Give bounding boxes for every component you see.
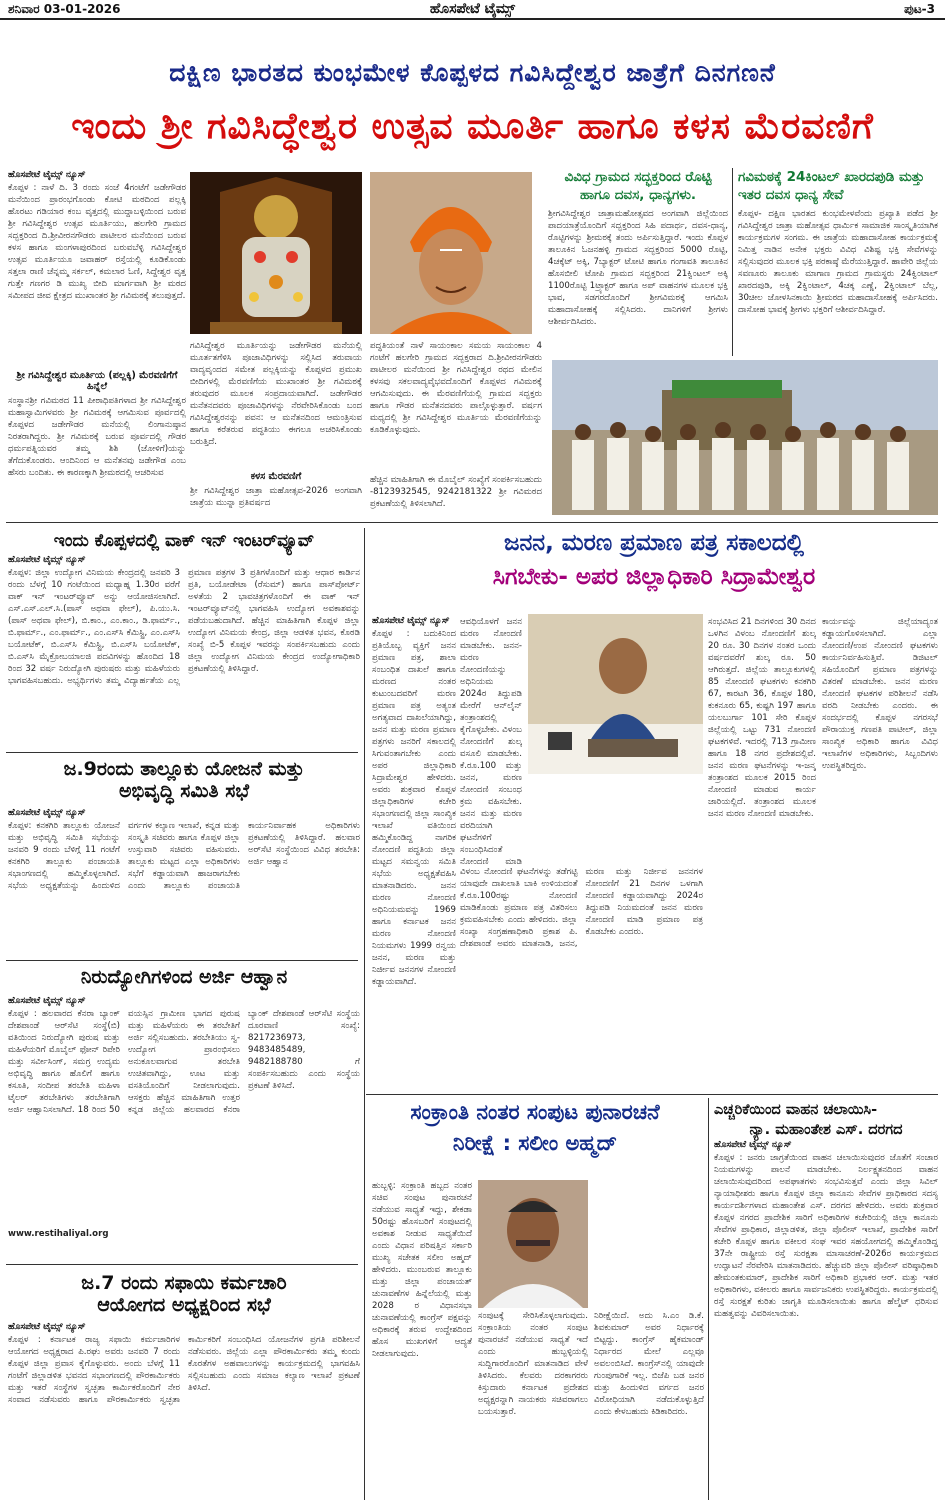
lead-col1-text: ಕೊಪ್ಪಳ : ನಾಳೆ ದಿ. 3 ರಂದು ಸಂಜೆ 4ಗಂಟೆಗೆ ಜಡೇಗೌಡರ ಮನೆಯಿಂದ ಪ್ರಾರಂಭಗೊಂಡು ಕೋಟಿ ಮಠದಿಂದ ಪಲ್ಲಕ್ಕಿ ಹೊರಟು ಗಡಿಯಾರ ಕಂಬ ವೃತ್ತದಲ್ಲಿ ಮುದ್ದಾಬಳ್ಳಿಯಿಂದ ಬರುವ ಶ್ರೀ ಗವಿಸಿದ್ದೇಶ್ವರ ಉತ್ಸವ ಮೂರ್ತಿಯು, ಹಲಗೇರಿ ಗ್ರಾಮದ ಸದ್ಭಕ್ತರಿಂದ ದಿ.ಶ್ರೀವೀರನಗೌಡರು ಪಾಟೀಲರ ಮನೆಯಿಂದ ಬರುವ ಕಳಸ ಹಾಗೂ ಮಂಗಳಾಪುರದಿಂದ ಬರುವಬೆಳ್ಳಿ ಗವಿಸಿದ್ದೇಶ್ವರ ಉತ್ಸವ ಮೂರ್ತಿಯೂ ಜವಾಹರ್ ರಸ್ತೆಯಲ್ಲಿ ಕೂಡಿಕೊಂಡು ಸತ್ತಲಾ ರಾಣಿ ಚೆನ್ನಮ್ಮ ಸರ್ಕಲ್, ಕಮಲಾರ ಓಣಿ, ಸಿದ್ದೇಶ್ವರ ವೃತ್ತ ಗುತ್ತೇ ಗಣಗರ ಡಿ ಮುಖ್ಯ ಬೀದಿ ಮಾರ್ಗವಾಗಿ ಶ್ರೀ ಮಠದ ಸಮೀಪದ ಜೀವ ಕ್ಷೇತ್ರದ ಮುಖಾಂತರ ಶ್ರೀ ಗವಿಮಠಕ್ಕೆ ತಲುಪುತ್ತದೆ. xyxy=(8,183,186,301)
unemployed-text: ಕೊಪ್ಪಳ : ಹಲವಾರದ ಕೆನರಾ ಬ್ಯಾಂಕ್ ದೇಶಪಾಂಡೆ ಆರ್‌ಸೆಟಿ ಸಂಸ್ಥೆ(ಬಿ) ವತಿಯಿಂದ ನಿರುದ್ಯೋಗಿ ಪುರುಷ ಮತ್ತು ಮಹಿಳೆಯರಿಗೆ ಮೊಬೈಲ್ ಫೋನ್ ರಿಪೇರಿ ಮತ್ತು ಸರ್ವೀಸಿಂಗ್, ಸಮಗ್ರ ಉದ್ಯಮ ಅಭಿವೃದ್ಧಿ ಹಾಗೂ ಹೊಲಿಗೆ ಹಾಗೂ ಕಸೂತಿ, ಸಂದೀಪ ತರಬೇತಿ ಮಹಿಳಾ ಟೈಲರ್ ತರಬೇತಿಗಳು ತರಬೇತಿಗಾಗಿ ಅರ್ಜಿ ಆಹ್ವಾನಿಸಲಾಗಿದೆ. 18 ರಿಂದ 50 ವಯಸ್ಸಿನ ಗ್ರಾಮೀಣ ಭಾಗದ ಪುರುಷ ಮತ್ತು ಮಹಿಳೆಯರು ಈ ತರಬೇತಿಗೆ ಅರ್ಜಿ ಸಲ್ಲಿಸಬಹುದು. ತರಬೇತಿಯು ಸ್ವ-ಉದ್ಯೋಗ ಪ್ರಾರಂಭಿಸಲು ಅನುಕೂಲವಾಗುವ ತರಬೇತಿ ಉಚಿತವಾಗಿದ್ದು, ಊಟ ಮತ್ತು ವಸತಿಯೊಂದಿಗೆ ನೀಡಲಾಗುವುದು. ಆಸಕ್ತರು ಹೆಚ್ಚಿನ ಮಾಹಿತಿಗಾಗಿ ಉತ್ತರ ಕನ್ನಡ ಜಿಲ್ಲೆಯ ಹಲವಾರದ ಕೆನರಾ ಬ್ಯಾಂಕ್ ದೇಶಪಾಂಡೆ ಆರ್‌ಸೆಟಿ ಸಂಸ್ಥೆಯ ದೂರವಾಣಿ ಸಂಖ್ಯೆ: 8217236973, 9483485489, 9482188780 ಗೆ ಸಂಪರ್ಕಿಸಬಹುದು ಎಂದು ಸಂಸ್ಥೆಯ ಪ್ರಕಟಣೆ ತಿಳಿಸಿದೆ. xyxy=(8,1009,360,1115)
lead-column-3 xyxy=(370,340,542,515)
unemployed-headline: ನಿರುದ್ಯೋಗಿಗಳಿಂದ ಅರ್ಜಿ ಆಹ್ವಾನ xyxy=(80,966,288,988)
vehicle-headline-2: ನ್ಯಾ. ಮಹಾಂತೇಶ ಎಸ್. ದರಗದ xyxy=(749,1122,903,1138)
lead-col2-subhead: ಕಳಸ ಮೆರವಣಿಗೆ xyxy=(250,471,302,482)
sankranti-col3-text: ನಿರೀಕ್ಷೆಯಿದೆ. ಅದು ಸಿ.ಎಂ ಡಿ.ಕೆ. ಶಿವಕುಮಾರ್ ಅವರ ನಿರ್ಧಾರಕ್ಕೆ ಬಿಟ್ಟದ್ದು. ಕಾಂಗ್ರೆಸ್ ಹೈಕಮಾಂಡ್ ನಿರ್ಧಾರದ ಮೇಲೆ ಎಲ್ಲವೂ ಅವಲಂಬಿಸಿದೆ. ಕಾಂಗ್ರೆಸ್‌ನಲ್ಲಿ ಯಾವುದೇ ಗುಂಪುಗಾರಿಕೆ ಇಲ್ಲ. ಬಿಜೆಪಿ ಬಡ ಜನರ ಮತ್ತು ಹಿಂದುಳಿದ ವರ್ಗದ ಜನರ ವಿರೋಧಿಯಾಗಿ ನಡೆದುಕೊಳ್ಳುತ್ತಿದೆ ಎಂದು ಕೇಳಬಹುದು ಕಿಡಿಕಾರಿದರು. xyxy=(594,1311,704,1417)
birth-headline-1: ಜನನ, ಮರಣ ಪ್ರಮಾಣ ಪತ್ರ ಸಕಾಲದಲ್ಲಿ xyxy=(504,530,804,556)
unemployed-story xyxy=(8,966,360,1261)
donation-text: ಶ್ರೀಗವಿಸಿದ್ದೇಶ್ವರ ಜಾತ್ರಾಮಹೋತ್ಸವದ ಅಂಗವಾಗಿ ಜಿಲ್ಲೆಯಿಂದ ಪಾದಯಾತ್ರೆಯೊಂದಿಗೆ ಸದ್ಭಕ್ತರಿಂದ ಸಿಹಿ ಪದಾರ್ಥ, ದವಸ-ಧಾನ್ಯ, ರೊಟ್ಟಿಗಳನ್ನು ಶ್ರೀಮಠಕ್ಕೆ ತಂದು ಅರ್ಪಿಸುತ್ತಿದ್ದಾರೆ. ಇಂದು ಕೊಪ್ಪಳ ತಾಲೂಕಿನ ಓಜನಹಳ್ಳಿ ಗ್ರಾಮದ ಸದ್ಭಕ್ತರಿಂದ 5000 ರೊಟ್ಟಿ, 4ಚಕ್ಕೆಟ್ ಅಕ್ಕಿ, 7ಬ್ಯಾಕ್ಟರ್ ಟೋಟಿ ಹಾಗೂ ಗಂಗಾವತಿ ತಾಲೂಕಿನ ಹೊಸಬೀಲಿ ಟೋಪಿ ಗ್ರಾಮದ ಸದ್ಭಕ್ತರಿಂದ 21ಕ್ವಿಂಟಲ್ ಅಕ್ಕಿ 1100ರೊಟ್ಟಿ 1ಟ್ರ್ಯಾಕ್ಟರ್ ಹಾಗೂ ಅಪ್ ವಾಹನಗಳ ಮೂಲಕ ಭಕ್ತಿ ಭಾವ, ಸಡಗರದೊಂದಿಗೆ ಶ್ರೀಗವಿಮಠಕ್ಕೆ ಆಗಮಿಸಿ ಮಹಾದಾಸೋಹಕ್ಕೆ ಸಲ್ಲಿಸಿದರು. ದಾನಿಗಳಿಗೆ ಶ್ರೀಗಳು ಆಶೀರ್ವದಿಸಿದರು. xyxy=(548,209,728,327)
donation-headline: ವಿವಿಧ ಗ್ರಾಮದ ಸದ್ಭಕ್ತರಿಂದ ರೊಟ್ಟಿ ಹಾಗೂ ದವಸ, ಧಾನ್ಯಗಳು. xyxy=(564,169,712,203)
birth-headline-2: ಸಿಗಬೇಕು- ಅಪರ ಜಿಲ್ಲಾಧಿಕಾರಿ ಸಿದ್ರಾಮೇಶ್ವರ xyxy=(492,564,816,590)
lead-col1b-text: ಸಂಸ್ಥಾನಶ್ರೀ ಗವಿಮಠದ 11 ಪೀಠಾಧಿಪತಿಗಳಾದ ಶ್ರೀ ಗವಿಸಿದ್ದೇಶ್ವರ ಮಹಾಸ್ವಾಮಿಗಳವರು ಶ್ರೀ ಗವಿಮಠಕ್ಕೆ ಆಗಮಿಸುವ ಪೂರ್ವದಲ್ಲಿ ಕೊಪ್ಪಳದ ಜಡೇಗೌಡರ ಮನೆಯಲ್ಲಿ ಲಿಂಗಾನುಷ್ಠಾನ ನಿರತರಾಗಿದ್ದರು. ಶ್ರೀ ಗವಿಮಠಕ್ಕೆ ಬರುವ ಪೂರ್ವದಲ್ಲಿ ಗೌಡರ ಧರ್ಮಪತ್ನಿಯವರ ತಮ್ಮ ಶಿಶಿ (ಜೋಳಿಗೆ)ಯನ್ನು ತೆಗೆದುಕೊಂಡರು. ಆಂದಿನಿಂದ ಆ ಮನೆತನವು ಜಡೇಗೌಡ ಎಂಬ ಹೆಸರು ಬಂದಿತು. ಈ ಕಾರಣಕ್ಕಾಗಿ ಶ್ರೀಮಠದಲ್ಲಿ ಆಚರಿಸುವ xyxy=(8,396,186,478)
devotees-group-photo xyxy=(552,360,938,515)
safai-headline-1: ಜ.7 ರಂದು ಸಫಾಯಿ ಕರ್ಮಚಾರಿ xyxy=(81,1272,287,1294)
lead-kicker: ದಕ್ಷಿಣ ಭಾರತದ ಕುಂಭಮೇಳ ಕೊಪ್ಪಳದ ಗವಿಸಿದ್ದೇಶ್ವರ ಜಾತ್ರೆಗೆ ದಿನಗಣನೆ xyxy=(169,58,776,87)
donation-story xyxy=(548,168,728,358)
lead-col1-subhead: ಶ್ರೀ ಗವಿಸಿದ್ದೇಶ್ವರ ಮೂರ್ತಿಯ (ಪಲ್ಲಕ್ಕಿ) ಮೆರವಣಿಗೆಗೆ ಹಿನ್ನೆಲೆ xyxy=(16,370,178,392)
swamiji-photo xyxy=(370,172,532,334)
birth-column-1 xyxy=(372,616,456,1086)
birth-column-4 xyxy=(708,616,816,1088)
adc-photo xyxy=(528,614,703,774)
vehicle-story xyxy=(714,1100,938,1500)
safai-headline-2: ಆಯೋಗದ ಅಧ್ಯಕ್ಷರಿಂದ ಸಭೆ xyxy=(97,1294,271,1316)
walkin-headline: ಇಂದು ಕೊಪ್ಪಳದಲ್ಲಿ ವಾಕ್ ಇನ್ ಇಂಟರ್‌ವ್ಯೂವ್ xyxy=(53,531,315,551)
lead-col2-text: ಗವಿಸಿದ್ದೇಶ್ವರ ಮೂರ್ತಿಯನ್ನು ಜಡೇಗೌಡರ ಮನೆಯಲ್ಲಿ ಮೂರ್ತತಗೆಳಿಸಿ ಪೂಜಾವಿಧಿಗಳನ್ನು ಸಲ್ಲಿಸಿದ ತರುವಾಯ ವಾದ್ಯವೃಂದದ ಸಮೇತ ಪಲ್ಲಕ್ಕಿಯನ್ನು ಕೊಪ್ಪಳದ ಪ್ರಮುಖ ಬೀದಿಗಳಲ್ಲಿ ಮೆರವಣಿಗೆಯ ಮುಖಾಂತರ ಶ್ರೀ ಗವಿಮಠಕ್ಕೆ ತರುವುದರ ಮೂಲಕ ಸಂಪ್ರದಾಯವಾಗಿದೆ. ಜಡೇಗೌಡರ ಮನೆತನದವರು ಪೂಜಾವಿಧಿಗಳನ್ನು ನೆರವೇರಿಸಿಕೊಂಡು ಬಂದ ಗವಿಸಿದ್ದೇಶ್ವರನನ್ನು ಪವನ: ಆ ಮನೆತನದಿಂದ ಆಮಂತ್ರಿಸುವ ಹಾಗೂ ಕರೆತರುವ ಪದ್ಧತಿಯು ಈಗಲೂ ಅಚರಿಸಿಕೊಂಡು ಬರುತ್ತಿದೆ. xyxy=(190,341,362,447)
walkin-text: ಕೊಪ್ಪಳ: ಜಿಲ್ಲಾ ಉದ್ಯೋಗ ವಿನಿಮಯ ಕೇಂದ್ರದಲ್ಲಿ ಜನವರಿ 3 ರಂದು ಬೆಳಗ್ಗೆ 10 ಗಂಟೆಯಿಂದ ಮಧ್ಯಾಹ್ನ 1.30ರ ವರೆಗೆ ವಾಕ್ ಇನ್ ಇಂಟರ್‌ವ್ಯೂವ್ ಅನ್ನು ಆಯೋಜಿಸಲಾಗಿದೆ. ಎಸ್.ಎಸ್.ಎಲ್.ಸಿ.(ಪಾಸ್ ಅಥವಾ ಫೇಲ್), ಪಿ.ಯು.ಸಿ.(ಪಾಸ್ ಅಥವಾ ಫೇಲ್), ಬಿ.ಕಾಂ., ಎಂ.ಕಾಂ., ಡಿ.ಫಾರ್ಮ್., ಬಿ.ಫಾರ್ಮ್., ಎಂ.ಫಾರ್ಮ್., ಎಂ.ಎಸ್‌ಸಿ ಕೆಮಿಸ್ಟ್ರಿ, ಎಂ.ಎಸ್‌ಸಿ ಬಯೋಟೆಕ್, ಬಿ.ಎಸ್‌ಸಿ ಕೆಮಿಸ್ಟ್ರಿ, ಬಿ.ಎಸ್‌ಸಿ ಬಯೋಟೆಕ್, ಬಿ.ಎಸ್‌ಸಿ ಮೈಕ್ರೋಬಯಾಲಜಿ ಪದವಿಗಳನ್ನು ಹೊಂದಿದ 18 ರಿಂದ 32 ವರ್ಷ ನಿರುದ್ಯೋಗಿ ಪುರುಷರು ಮತ್ತು ಮಹಿಳೆಯರು ಭಾಗವಹಿಸಬಹುದು. ಅಭ್ಯರ್ಥಿಗಳು ತಮ್ಮ ವಿದ್ಯಾರ್ಹತೆಯ ಎಲ್ಲ ಪ್ರಮಾಣ ಪತ್ರಗಳ 3 ಪ್ರತಿಗಳೊಂದಿಗೆ ಮತ್ತು ಆಧಾರ ಕಾರ್ಡಿನ ಪ್ರತಿ, ಬಯೋಡೇಟಾ (ರೆಸುಮ್) ಹಾಗೂ ಪಾಸ್‌ಪೋರ್ಟ್ ಅಳತೆಯ 2 ಭಾವಚಿತ್ರಗಳೊಂದಿಗೆ ಈ ವಾಕ್ ಇನ್ ಇಂಟರ್‌ವ್ಯೂವ್‌ನಲ್ಲಿ ಭಾಗವಹಿಸಿ ಉದ್ಯೋಗ ಅವಕಾಶವನ್ನು ಪಡೆಯಬಹುದಾಗಿದೆ. ಹೆಚ್ಚಿನ ಮಾಹಿತಿಗಾಗಿ ಕೊಪ್ಪಳ ಜಿಲ್ಲಾ ಉದ್ಯೋಗ ವಿನಿಮಯ ಕೇಂದ್ರ, ಜಿಲ್ಲಾ ಆಡಳಿತ ಭವನ, ಕೊಠಡಿ ಸಂಖ್ಯೆ ಬಿ-5 ಕೊಪ್ಪಳ ಇವರನ್ನು ಸಂಪರ್ಕಿಸಬಹುದು ಎಂದು ಜಿಲ್ಲಾ ಉದ್ಯೋಗ ವಿನಿಮಯ ಕೇಂದ್ರದ ಉದ್ಯೋಗಾಧಿಕಾರಿ ಪ್ರಕಟಣೆಯಲ್ಲಿ ತಿಳಿಸಿದ್ದಾರೆ. xyxy=(8,568,360,686)
birth-col1-text: ಕೊಪ್ಪಳ : ಬದುಕಿನಿಂದ ಪ್ರತಿಯೊಬ್ಬ ವ್ಯಕ್ತಿಗೆ ಜನನ ಪ್ರಮಾಣ ಪತ್ರ, ಶಾಲಾ ಸಂಬಂಧಿತ ದಾಖಲೆ ಹಾಗೂ ಮರಣದ ನಂತರ ಕುಟುಂಬದವರಿಗೆ ಮರಣ ಪ್ರಮಾಣ ಪತ್ರ ಅತ್ಯಂತ ಅಗತ್ಯವಾದ ದಾಖಲೆಯಾಗಿದ್ದು, ಜನನ ಮತ್ತು ಮರಣ ಪ್ರಮಾಣ ಪತ್ರಗಳು ಜನರಿಗೆ ಸಕಾಲದಲ್ಲಿ ಸಿಗುವಂತಾಗಬೇಕು ಎಂದು ಅಪರ ಜಿಲ್ಲಾಧಿಕಾರಿ ಸಿದ್ರಾಮೇಶ್ವರ ಹೇಳಿದರು. ಅವರು ಶುಕ್ರವಾರ ಕೊಪ್ಪಳ ಜಿಲ್ಲಾಧಿಕಾರಿಗಳ ಕಚೇರಿ ಸಭಾಂಗಣದಲ್ಲಿ ಜಿಲ್ಲಾ ಸಾಂಖ್ಯಿಕ ಇಲಾಖೆ ವತಿಯಿಂದ ಹಮ್ಮಿಕೊಂಡಿದ್ದ ನಾಗರಿಕ ನೋಂದಣಿ ಪದ್ಧತಿಯ ಜಿಲ್ಲಾ ಮಟ್ಟದ ಸಮನ್ವಯ ಸಮಿತಿ ಸಭೆಯ ಅಧ್ಯಕ್ಷತೆವಹಿಸಿ ಮಾತನಾಡಿದರು. ಜನನ ಮರಣ ನೋಂದಣಿ ಅಧಿನಿಯಮವನ್ನು 1969 ಹಾಗೂ ಕರ್ನಾಟಕ ಜನನ ಮರಣ ನೋಂದಣಿ ನಿಯಮಗಳು 1999 ರನ್ವಯ ಜನನ, ಮರಣ ಮತ್ತು ನಿರ್ಜೀವ ಜನನಗಳ ನೋಂದಣಿ ಕಡ್ಡಾಯವಾಗಿದೆ. xyxy=(372,629,456,987)
sankranti-column-3 xyxy=(594,1310,704,1498)
birth-column-2 xyxy=(460,616,522,866)
lead-col3b-text: ಹೆಚ್ಚಿನ ಮಾಹಿತಿಗಾಗಿ ಈ ಮೊಬೈಲ್ ಸಂಖ್ಯೆಗೆ ಸಂಪರ್ಕಿಸಬಹುದು -8123932545, 9242181322 ಶ್ರೀ ಗವಿಮಠದ ಪ್ರಕಟಣೆಯಲ್ಲಿ ತಿಳಿಸಲಾಗಿದೆ. xyxy=(370,475,542,509)
birth-col3-text: ವಿಳಂಬ ನೋಂದಣಿ ಘಟನೆಗಳನ್ನು ತಡೆಗಟ್ಟಿ ಯಾವುದೇ ದಾಖಲಾತಿ ಬಾಕಿ ಉಳಿಯದಂತೆ ಕೆ.ರೂ.100ರಷ್ಟು ನೋಂದಣಿ ಮಾಡಿಕೊಂಡು ಪ್ರಮಾಣ ಪತ್ರ ವಿತರಿಸಲು ಕ್ರಮವಹಿಸಬೇಕು ಎಂದು ಹೇಳಿದರು. ಜಿಲ್ಲಾ ಸಂಖ್ಯಾ ಸಂಗ್ರಹಣಾಧಿಕಾರಿ ಪ್ರಕಾಶ ಪಿ. ದೇಶಪಾಂಡೆ ಅವರು ಮಾತನಾಡಿ, ಜನನ, ಮರಣ ಮತ್ತು ನಿರ್ಜೀವ ಜನನಗಳ ನೋಂದಣಿಗೆ 21 ದಿನಗಳ ಒಳಗಾಗಿ ನೋಂದಣಿ ಕಡ್ಡಾಯವಾಗಿದ್ದು 2024ರ ತಿದ್ದುಪಡಿ ನಿಯಮದಂತೆ ಜನನ ಮರಣ ನೋಂದಣಿ ಮಾಡಿ ಪ್ರಮಾಣ ಪತ್ರ ಕೊಡಬೇಕು ಎಂದರು. xyxy=(460,867,703,949)
walkin-story xyxy=(8,530,360,745)
lead-col3-text: ಪದ್ಧತಿಯಂತೆ ನಾಳೆ ಸಾಯಂಕಾಲ ಸಮಯ ಸಾಯಂಕಾಲ 4 ಗಂಟೆಗೆ ಹಲಗೇರಿ ಗ್ರಾಮದ ಸದ್ಭಕ್ತರಾದ ದಿ.ಶ್ರೀವೀರನಗೌಡರು ಪಾಟೀಲರ ಮನೆಯಿಂದ ಶ್ರೀ ಗವಿಸಿದ್ದೇಶ್ವರ ರಥದ ಮೇಲಿನ ಕಳಸವು ಸಕಲವಾದ್ಯವೈಭವದೊಂದಿಗೆ ಕೊಪ್ಪಳದ ಗವಿಮಠಕ್ಕೆ ಆಗಮಿಸುವುದು. ಈ ಮೆರವಣಿಗೆಯಲ್ಲಿ ಗ್ರಾಮದ ಸದ್ಭಕ್ತರು ಹಾಗೂ ಗೌಡರ ಮನೆತನದವರು ಪಾಲ್ಗೊಳ್ಳುತ್ತಾರೆ. ವರ್ಷಗ ಮಧ್ಯದಲ್ಲಿ ಶ್ರೀ ಗವಿಸಿದ್ದೇಶ್ವರ ಮೂರ್ತಿಯ ಮೆರವಣಿಗೆಯನ್ನು ಕೂಡಿಕೊಳ್ಳುವುದು. xyxy=(370,341,542,435)
sankranti-col1-text: ಹುಬ್ಬಳ್ಳಿ: ಸಂಕ್ರಾಂತಿ ಹಬ್ಬದ ನಂತರ ಸಚಿವ ಸಂಪುಟ ಪುನಾರಚನೆ ನಡೆಯುವ ಸಾಧ್ಯತೆ ಇದ್ದು, ಶೇಕಡಾ 50ರಷ್ಟು ಹೊಸಬರಿಗೆ ಸಂಪುಟದಲ್ಲಿ ಅವಕಾಶ ನೀಡುವ ಸಾಧ್ಯತೆಯಿದೆ ಎಂದು ವಿಧಾನ ಪರಿಷತ್ತಿನ ಸರ್ಕಾರಿ ಮುಖ್ಯ ಸಚೇತಕ ಸಲೀಂ ಅಹ್ಮದ್ ಹೇಳಿದರು. ಮುಂಬರುವ ತಾಲ್ಲೂಕು ಮತ್ತು ಜಿಲ್ಲಾ ಪಂಚಾಯತ್ ಚುನಾವಣೆಗಳ ಹಿನ್ನೆಲೆಯಲ್ಲಿ ಮತ್ತು 2028 ರ ವಿಧಾನಸಭಾ ಚುನಾವಣೆಯಲ್ಲಿ ಕಾಂಗ್ರೆಸ್ ಪಕ್ಷವನ್ನು ಅಧಿಕಾರಕ್ಕೆ ತರುವ ಉದ್ದೇಶದಿಂದ ಹೊಸ ಮುಖಗಳಿಗೆ ಆದ್ಯತೆ ನೀಡಲಾಗುವುದು. xyxy=(372,1181,472,1359)
lead-col2b-text: ಶ್ರೀ ಗವಿಸಿದ್ದೇಶ್ವರ ಜಾತ್ರಾ ಮಹೋತ್ಸವ-2026 ಅಂಗವಾಗಿ ಜಾತ್ರೆಯ ಮುನ್ನಾ ಪ್ರತಿವರ್ಷದ xyxy=(190,486,362,508)
divider xyxy=(6,752,358,753)
taluk-byline: ಹೊಸಪೇಟೆ ಟೈಮ್ಸ್ ನ್ಯೂಸ್ xyxy=(8,808,86,818)
newspaper-name: ಹೊಸಪೇಟೆ ಟೈಮ್ಸ್ xyxy=(429,1,516,17)
lead-column-2 xyxy=(190,340,362,515)
sankranti-column-1 xyxy=(372,1180,472,1498)
seva-headline: ಗವಿಮಠಕ್ಕೆ 24ಕಿಂಟಲ್ ಖಾರದಪುಡಿ ಮತ್ತು ಇತರ ದವಸ ಧಾನ್ಯ ಸೇವೆ xyxy=(738,169,925,203)
birth-column-3 xyxy=(460,866,703,1088)
group-photo-drawing xyxy=(552,360,938,515)
birth-col4-text: ಸಂಭವಿಸಿದ 21 ದಿನಗಳಿಂದ 30 ದಿನದ ಒಳಗಿನ ವಿಳಂಬ ನೋಂದಣಿಗೆ ಶುಲ್ಕ 20 ರೂ. 30 ದಿನಗಳ ನಂತರ ಒಂದು ವರ್ಷದವರೆಗೆ ಶುಲ್ಕ ರೂ. 50 ಆಗಿರುತ್ತದೆ. ಜಿಲ್ಲೆಯ ತಾಲ್ಲೂಕುಗಳಲ್ಲಿ 85 ನೋಂದಣಿ ಘಟಕಗಳು ಕನಕಗಿರಿ 67, ಕಾರಟಗಿ 36, ಕೊಪ್ಪಳ 180, ಕುಕನೂರು 65, ಕುಷ್ಟಗಿ 197 ಹಾಗೂ ಯಲಬುರ್ಗಾ 101 ಸೇರಿ ಕೊಪ್ಪಳ ಜಿಲ್ಲೆಯಲ್ಲಿ ಒಟ್ಟು 731 ನೋಂದಣಿ ಘಟಕಗಳಿವೆ. ಇದರಲ್ಲಿ 713 ಗ್ರಾಮೀಣ ಹಾಗೂ 18 ನಗರ ಪ್ರದೇಶದಲ್ಲಿವೆ. ಜನನ ಮರಣ ಘಟನೆಗಳನ್ನು ಇ-ಜನ್ಮ ತಂತ್ರಾಂಶದ ಮೂಲಕ 2015 ರಿಂದ ನೋಂದಣಿ ಮಾಡುವ ಕಾರ್ಯ ಜಾರಿಯಲ್ಲಿದೆ. ತಂತ್ರಾಂಶದ ಮೂಲಕ ಜನನ ಮರಣ ನೋಂದಣಿ ಮಾಡಬೇಕು. xyxy=(708,617,816,819)
vehicle-text: ಕೊಪ್ಪಳ : ಜನರು ಜಾಗ್ರತೆಯಿಂದ ವಾಹನ ಚಲಾಯಿಸುವುದರ ಜೊತೆಗೆ ಸಂಚಾರ ನಿಯಮಗಳನ್ನು ಪಾಲನೆ ಮಾಡಬೇಕು. ನಿರ್ಲಕ್ಷ್ಯತನದಿಂದ ವಾಹನ ಚಲಾಯಿಸುವುದರಿಂದ ಅಪಘಾತಗಳು ಸಂಭವಿಸುತ್ತವೆ ಎಂದು ಜಿಲ್ಲಾ ಸಿವಿಲ್ ನ್ಯಾಯಾಧೀಶರು ಹಾಗೂ ಕೊಪ್ಪಳ ಜಿಲ್ಲಾ ಕಾನೂನು ಸೇವೆಗಳ ಪ್ರಾಧಿಕಾರದ ಸದಸ್ಯ ಕಾರ್ಯದರ್ಶಿಗಳಾದ ಮಹಾಂತೇಶ ಎಸ್. ದರಗದ ಹೇಳಿದರು. ಅವರು ಶುಕ್ರವಾರ ಕೊಪ್ಪಳ ನಗರದ ಪ್ರಾದೇಶಿಕ ಸಾರಿಗೆ ಅಧಿಕಾರಿಗಳ ಕಚೇರಿಯಲ್ಲಿ ಜಿಲ್ಲಾ ಕಾನೂನು ಸೇವೆಗಳ ಪ್ರಾಧಿಕಾರ, ಜಿಲ್ಲಾಡಳಿತ, ಜಿಲ್ಲಾ ಪೊಲೀಸ್ ಇಲಾಖೆ, ಪ್ರಾದೇಶಿಕ ಸಾರಿಗೆ ಕಚೇರಿ ಕೊಪ್ಪಳ ಹಾಗೂ ವಕೀಲರ ಸಂಘ ಇವರ ಸಹಯೋಗದಲ್ಲಿ ಹಮ್ಮಿಕೊಂಡಿದ್ದ 37ನೇ ರಾಷ್ಟ್ರೀಯ ರಸ್ತೆ ಸುರಕ್ಷತಾ ಮಾಸಾಚರಣೆ-2026ರ ಕಾರ್ಯಕ್ರಮದ ಉದ್ಘಾಟನೆ ನೆರವೇರಿಸಿ ಮಾತನಾಡಿದರು. ಹೆಚ್ಚುವರಿ ಜಿಲ್ಲಾ ಪೊಲೀಸ್ ವರಿಷ್ಠಾಧಿಕಾರಿ ಹೇಮಂತಕುಮಾರ್, ಪ್ರಾದೇಶಿಕ ಸಾರಿಗೆ ಅಧಿಕಾರಿ ಪ್ರಭಾಕರ ಆರ್. ಮತ್ತು ಇತರ ಅಧಿಕಾರಿಗಳು, ವಕೀಲರು ಹಾಗೂ ಸಾರ್ವಜನಿಕರು ಉಪಸ್ಥಿತರಿದ್ದರು. ಕಾರ್ಯಕ್ರಮದಲ್ಲಿ ರಸ್ತೆ ಸುರಕ್ಷತೆ ಕುರಿತು ಜಾಗೃತಿ ಮೂಡಿಸಲಾಯಿತು ಹಾಗೂ ಹೆಲ್ಮೆಟ್ ಧರಿಸುವ ಮಹತ್ವವನ್ನು ವಿವರಿಸಲಾಯಿತು. xyxy=(714,1153,938,1319)
taluk-story xyxy=(8,758,360,958)
lead-headline: ಇಂದು ಶ್ರೀ ಗವಿಸಿದ್ಧೇಶ್ವರ ಉತ್ಸವ ಮೂರ್ತಿ ಹಾಗೂ ಕಳಸ ಮೆರವಣಿಗೆ xyxy=(71,106,874,147)
birth-col2-text: ಆವಧಿಯೊಳಗೆ ಜನನ ಮರಣ ನೋಂದಣಿ ಮಾಡಬೇಕು. ಜನನ-ಮರಣ ನೋಂದಣಿಯನ್ನು ಅಧಿನಿಯಮ 2024ರ ತಿದ್ದುಪಡಿ ಮೇರೆಗೆ ಆನ್‌ಲೈನ್ ತಂತ್ರಾಂಶದಲ್ಲಿ ಕೈಗೊಳ್ಳಬೇಕು. ವಿಳಂಬ ನೋಂದಣಿಗೆ ಶುಲ್ಕ ವಸೂಲಿ ಮಾಡಬೇಕು. ಕೆ.ರೂ.100 ಮತ್ತು ಜನನ, ಮರಣ ನೋಂದಣಿ ಸಂಬಂಧ ಕ್ರಮ ವಹಿಸಬೇಕು. ಜನನ ಮತ್ತು ಮರಣ ವರದಿಯಾಗಿ ಘಟನೆಗಳಿಗೆ ಸಂಬಂಧಿಸಿದಂತೆ ನೋಂದಣಿ ಮಾಡಿ xyxy=(460,617,522,866)
lead-column-1 xyxy=(8,170,186,515)
seva-text: ಕೊಪ್ಪಳ- ದಕ್ಷಿಣ ಭಾರತದ ಕುಂಭಮೇಳವೆಂದು ಪ್ರಖ್ಯಾತಿ ಪಡೆದ ಶ್ರೀ ಗವಿಸಿದ್ದೇಶ್ವರ ಜಾತ್ರಾ ಮಹೋತ್ಸವ ಧಾರ್ಮಿಕ ಸಾಮಾಜಿಕ ಸಾಂಸ್ಕೃತಿಯಾಗಿಕ ಕಾರ್ಯಕ್ರಮಗಳ ಸಂಗಮ. ಈ ಜಾತ್ರೆಯ ಮಹಾದಾಸೋಹ ಕಾರ್ಯಕ್ರಮಕ್ಕೆ ನಿಮಿತ್ತ ನಾಡಿನ ಅನೇಕ ಭಕ್ತರು ವಿವಿಧ ವಿಶಿಷ್ಟ ಭಕ್ತಿ ಸೇವೆಗಳನ್ನು ಸಲ್ಲಿಸುವುದರ ಮೂಲಕ ಭಕ್ತಿ ಪರಕಾಷ್ಠೆ ಮೆರೆಯುತ್ತಿದ್ದಾರೆ. ಹಾವೇರಿ ಜಿಲ್ಲೆಯ ಸವಣೂರು ತಾಲೂಕು ಮಾಗಾಣ ಗ್ರಾಮದ ಗ್ರಾಮಸ್ಥರು 24ಕ್ವಿಂಟಾಲ್ ಖಾರದಪುಡಿ, ಅಕ್ಕಿ 2ಕ್ವಿಂಟಾಲ್, 4ಚಕ್ಕ ಎಣ್ಣೆ, 2ಕ್ವಿಂಟಾಲ್ ಬೆಲ್ಲ, 30ಚೀಲ ಜೋಳಸಿನಕಾಯಿ ಶ್ರೀಮಠದ ಮಹಾದಾಸೋಹಕ್ಕೆ ಅರ್ಪಿಸಿದರು. ದಾಸೋಹ ಭಾವಕ್ಕೆ ಶ್ರೀಗಳು ಭಕ್ತರಿಗೆ ಆಶೀರ್ವದಿಸಿದ್ದಾರೆ. xyxy=(738,209,938,315)
sankranti-col2-text: ಸಂಪುಟಕ್ಕೆ ಸೇರಿಸಿಕೊಳ್ಳಲಾಗುವುದು. ಸಂಕ್ರಾಂತಿಯ ನಂತರ ಸಂಪುಟ ಪುನಾರಚನೆ ನಡೆಯುವ ಸಾಧ್ಯತೆ ಇದೆ ಎಂದು ಹುಬ್ಬಳ್ಳಿಯಲ್ಲಿ ಸುದ್ದಿಗಾರರೊಂದಿಗೆ ಮಾತನಾಡಿದ ವೇಳೆ ತಿಳಿಸಿದರು. ಕೆಲವರು ದರಕಾಗರರು ಕಿಸ್ತುದಾರು ಕರ್ನಾಟಕ ಪ್ರದೇಶದ ಅಧ್ಯಕ್ಷರನ್ನಾಗಿ ನಾಯಕರು ಸಚಿವರಾಗಲು ಬಯಸುತ್ತಾರೆ. xyxy=(478,1311,588,1417)
divider xyxy=(6,522,938,523)
sankranti-column-2 xyxy=(478,1310,588,1498)
divider xyxy=(366,1094,938,1095)
idol-photo xyxy=(190,172,362,334)
adc-photo-drawing xyxy=(528,614,703,774)
issue-date: ಶನಿವಾರ 03-01-2026 xyxy=(8,2,121,16)
saleem-photo xyxy=(478,1180,588,1308)
website-link[interactable]: www.restihaliyal.org xyxy=(8,1229,109,1239)
divider xyxy=(364,528,365,1500)
idol-photo-drawing xyxy=(190,172,362,334)
unemployed-byline: ಹೊಸಪೇಟೆ ಟೈಮ್ಸ್ ನ್ಯೂಸ್ xyxy=(8,996,86,1006)
birth-byline: ಹೊಸಪೇಟೆ ಟೈಮ್ಸ್ ನ್ಯೂಸ್ xyxy=(372,616,450,626)
seva-story xyxy=(738,168,938,358)
safai-byline: ಹೊಸಪೇಟೆ ಟೈಮ್ಸ್ ನ್ಯೂಸ್ xyxy=(8,1322,86,1332)
divider xyxy=(6,960,358,961)
vehicle-byline: ಹೊಸಪೇಟೆ ಟೈಮ್ಸ್ ನ್ಯೂಸ್ xyxy=(714,1140,792,1150)
saleem-photo-drawing xyxy=(478,1180,588,1308)
divider xyxy=(6,1264,358,1265)
safai-text: ಕೊಪ್ಪಳ : ಕರ್ನಾಟಕ ರಾಜ್ಯ ಸಫಾಯಿ ಕರ್ಮಚಾರಿಗಳ ಆಯೋಗದ ಅಧ್ಯಕ್ಷರಾದ ಪಿ.ರಘು ಅವರು ಜನವರಿ 7 ರಂದು ಕೊಪ್ಪಳ ಜಿಲ್ಲಾ ಪ್ರವಾಸ ಕೈಗೊಳ್ಳುವರು. ಅಂದು ಬೆಳಗ್ಗೆ 11 ಗಂಟೆಗೆ ಜಿಲ್ಲಾಡಳಿತ ಭವನದ ಸಭಾಂಗಣದಲ್ಲಿ ಪೌರಕಾರ್ಮಿಕರು ಮತ್ತು ಇತರೆ ಸಂಸ್ಥೆಗಳ ಸ್ವಚ್ಛತಾ ಕಾರ್ಮಿಕರೊಂದಿಗೆ ನೇರ ಸಂವಾದ ನಡೆಸುವರು ಹಾಗೂ ಪೌರಕಾರ್ಮಿಕರು ಸ್ವಚ್ಛತಾ ಕಾರ್ಮಿಕರಿಗೆ ಸಂಬಂಧಿಸಿದ ಯೋಜನೆಗಳ ಪ್ರಗತಿ ಪರಿಶೀಲನೆ ನಡೆಸುವರು. ಜಿಲ್ಲೆಯ ಎಲ್ಲಾ ಪೌರಕಾರ್ಮಿಕರು ತಮ್ಮ ಕುಂದು ಕೊರತೆಗಳ ಅಹವಾಲುಗಳನ್ನು ಕಾರ್ಯಕ್ರಮದಲ್ಲಿ ಭಾಗವಹಿಸಿ ಸಲ್ಲಿಸಬಹುದು ಎಂದು ಸಮಾಜ ಕಲ್ಯಾಣ ಇಲಾಖೆ ಪ್ರಕಟಣೆ ತಿಳಿಸಿದೆ. xyxy=(8,1335,360,1405)
divider xyxy=(708,1098,709,1500)
sankranti-headline-box xyxy=(370,1100,700,1170)
sankranti-headline-1: ಸಂಕ್ರಾಂತಿ ನಂತರ ಸಂಪುಟ ಪುನಾರಚನೆ xyxy=(410,1100,660,1124)
sankranti-headline-2: ನಿರೀಕ್ಷೆ : ಸಲೀಂ ಅಹ್ಮದ್ xyxy=(452,1131,618,1155)
masthead xyxy=(0,0,945,20)
lead-byline: ಹೊಸಪೇಟೆ ಟೈಮ್ಸ್ ನ್ಯೂಸ್ xyxy=(8,170,86,180)
safai-story xyxy=(8,1272,360,1500)
taluk-headline-2: ಅಭಿವೃದ್ಧಿ ಸಮಿತಿ ಸಭೆ xyxy=(118,780,250,802)
taluk-text: ಕೊಪ್ಪಳ: ಕನಕಗಿರಿ ತಾಲ್ಲೂಕು ಯೋಜನೆ ಮತ್ತು ಅಭಿವೃದ್ಧಿ ಸಮಿತಿ ಸಭೆಯನ್ನು ಜನವರಿ 9 ರಂದು ಬೆಳಿಗ್ಗೆ 11 ಗಂಟೆಗೆ ಕನಕಗಿರಿ ತಾಲ್ಲೂಕು ಪಂಚಾಯತಿ ಸಭಾಂಗಣದಲ್ಲಿ ಹಮ್ಮಿಕೊಳ್ಳಲಾಗಿದೆ. ಸಭೆಯ ಅಧ್ಯಕ್ಷತೆಯನ್ನು ಹಿಂದುಳಿದ ವರ್ಗಗಳ ಕಲ್ಯಾಣ ಇಲಾಖೆ, ಕನ್ನಡ ಮತ್ತು ಸಂಸ್ಕೃತಿ ಸಚಿವರು ಹಾಗೂ ಕೊಪ್ಪಳ ಜಿಲ್ಲಾ ಉಸ್ತುವಾರಿ ಸಚಿವರು ವಹಿಸುವರು. ತಾಲ್ಲೂಕು ಮಟ್ಟದ ಎಲ್ಲಾ ಅಧಿಕಾರಿಗಳು ಸಭೆಗೆ ಕಡ್ಡಾಯವಾಗಿ ಹಾಜರಾಗಬೇಕು ಎಂದು ತಾಲ್ಲೂಕು ಪಂಚಾಯತಿ ಕಾರ್ಯನಿರ್ವಾಹಕ ಅಧಿಕಾರಿಗಳು ಪ್ರಕಟಣೆಯಲ್ಲಿ ತಿಳಿಸಿದ್ದಾರೆ. ಹಲವಾರ ಅರ್‌ಸೆಟಿ ಸಂಸ್ಥೆಯಿಂದ ವಿವಿಧ ತರಬೇತಿ: ಅರ್ಜಿ ಆಹ್ವಾನ xyxy=(8,821,360,891)
vehicle-headline-1: ಎಚ್ಚರಿಕೆಯಿಂದ ವಾಹನ ಚಲಾಯಿಸಿ- xyxy=(714,1102,878,1118)
page-number: ಪುಟ-3 xyxy=(904,2,935,16)
swamiji-photo-drawing xyxy=(370,172,532,334)
birth-col5-text: ಕಾರ್ಯವನ್ನು ಜಿಲ್ಲೆಯಾದ್ಯಂತ ಕಡ್ಡಾಯಗೊಳಿಸಲಾಗಿದೆ. ಎಲ್ಲಾ ನೋಂದಣಿ/ಉಪ ನೋಂದಣಿ ಘಟಕಗಳು ಕಾರ್ಯನಿರ್ವಹಿಸುತ್ತಿವೆ. ಡಿಜಿಟಲ್ ಸಹಿಯೊಂದಿಗೆ ಪ್ರಮಾಣ ಪತ್ರಗಳನ್ನು ವಿತರಣೆ ಮಾಡಬೇಕು. ಜನನ ಮರಣ ನೋಂದಣಿ ಘಟಕಗಳ ಪರಿಶೀಲನೆ ನಡೆಸಿ ವರದಿ ನೀಡಬೇಕು ಎಂದರು. ಈ ಸಂದರ್ಭದಲ್ಲಿ ಕೊಪ್ಪಳ ನಗರಸಭೆ ಪೌರಾಯುಕ್ತ ಗಣಪತಿ ಪಾಟೀಲ್, ಜಿಲ್ಲಾ ಸಾಂಖ್ಯಿಕ ಅಧಿಕಾರಿ ಹಾಗೂ ವಿವಿಧ ಇಲಾಖೆಗಳ ಅಧಿಕಾರಿಗಳು, ಸಿಬ್ಬಂದಿಗಳು ಉಪಸ್ಥಿತರಿದ್ದರು. xyxy=(822,617,938,771)
birth-column-5 xyxy=(822,616,938,1088)
taluk-headline-1: ಜ.9ರಂದು ತಾಲ್ಲೂಕು ಯೋಜನೆ ಮತ್ತು xyxy=(63,758,305,780)
walkin-byline: ಹೊಸಪೇಟೆ ಟೈಮ್ಸ್ ನ್ಯೂಸ್ xyxy=(8,555,86,565)
divider xyxy=(732,168,733,356)
